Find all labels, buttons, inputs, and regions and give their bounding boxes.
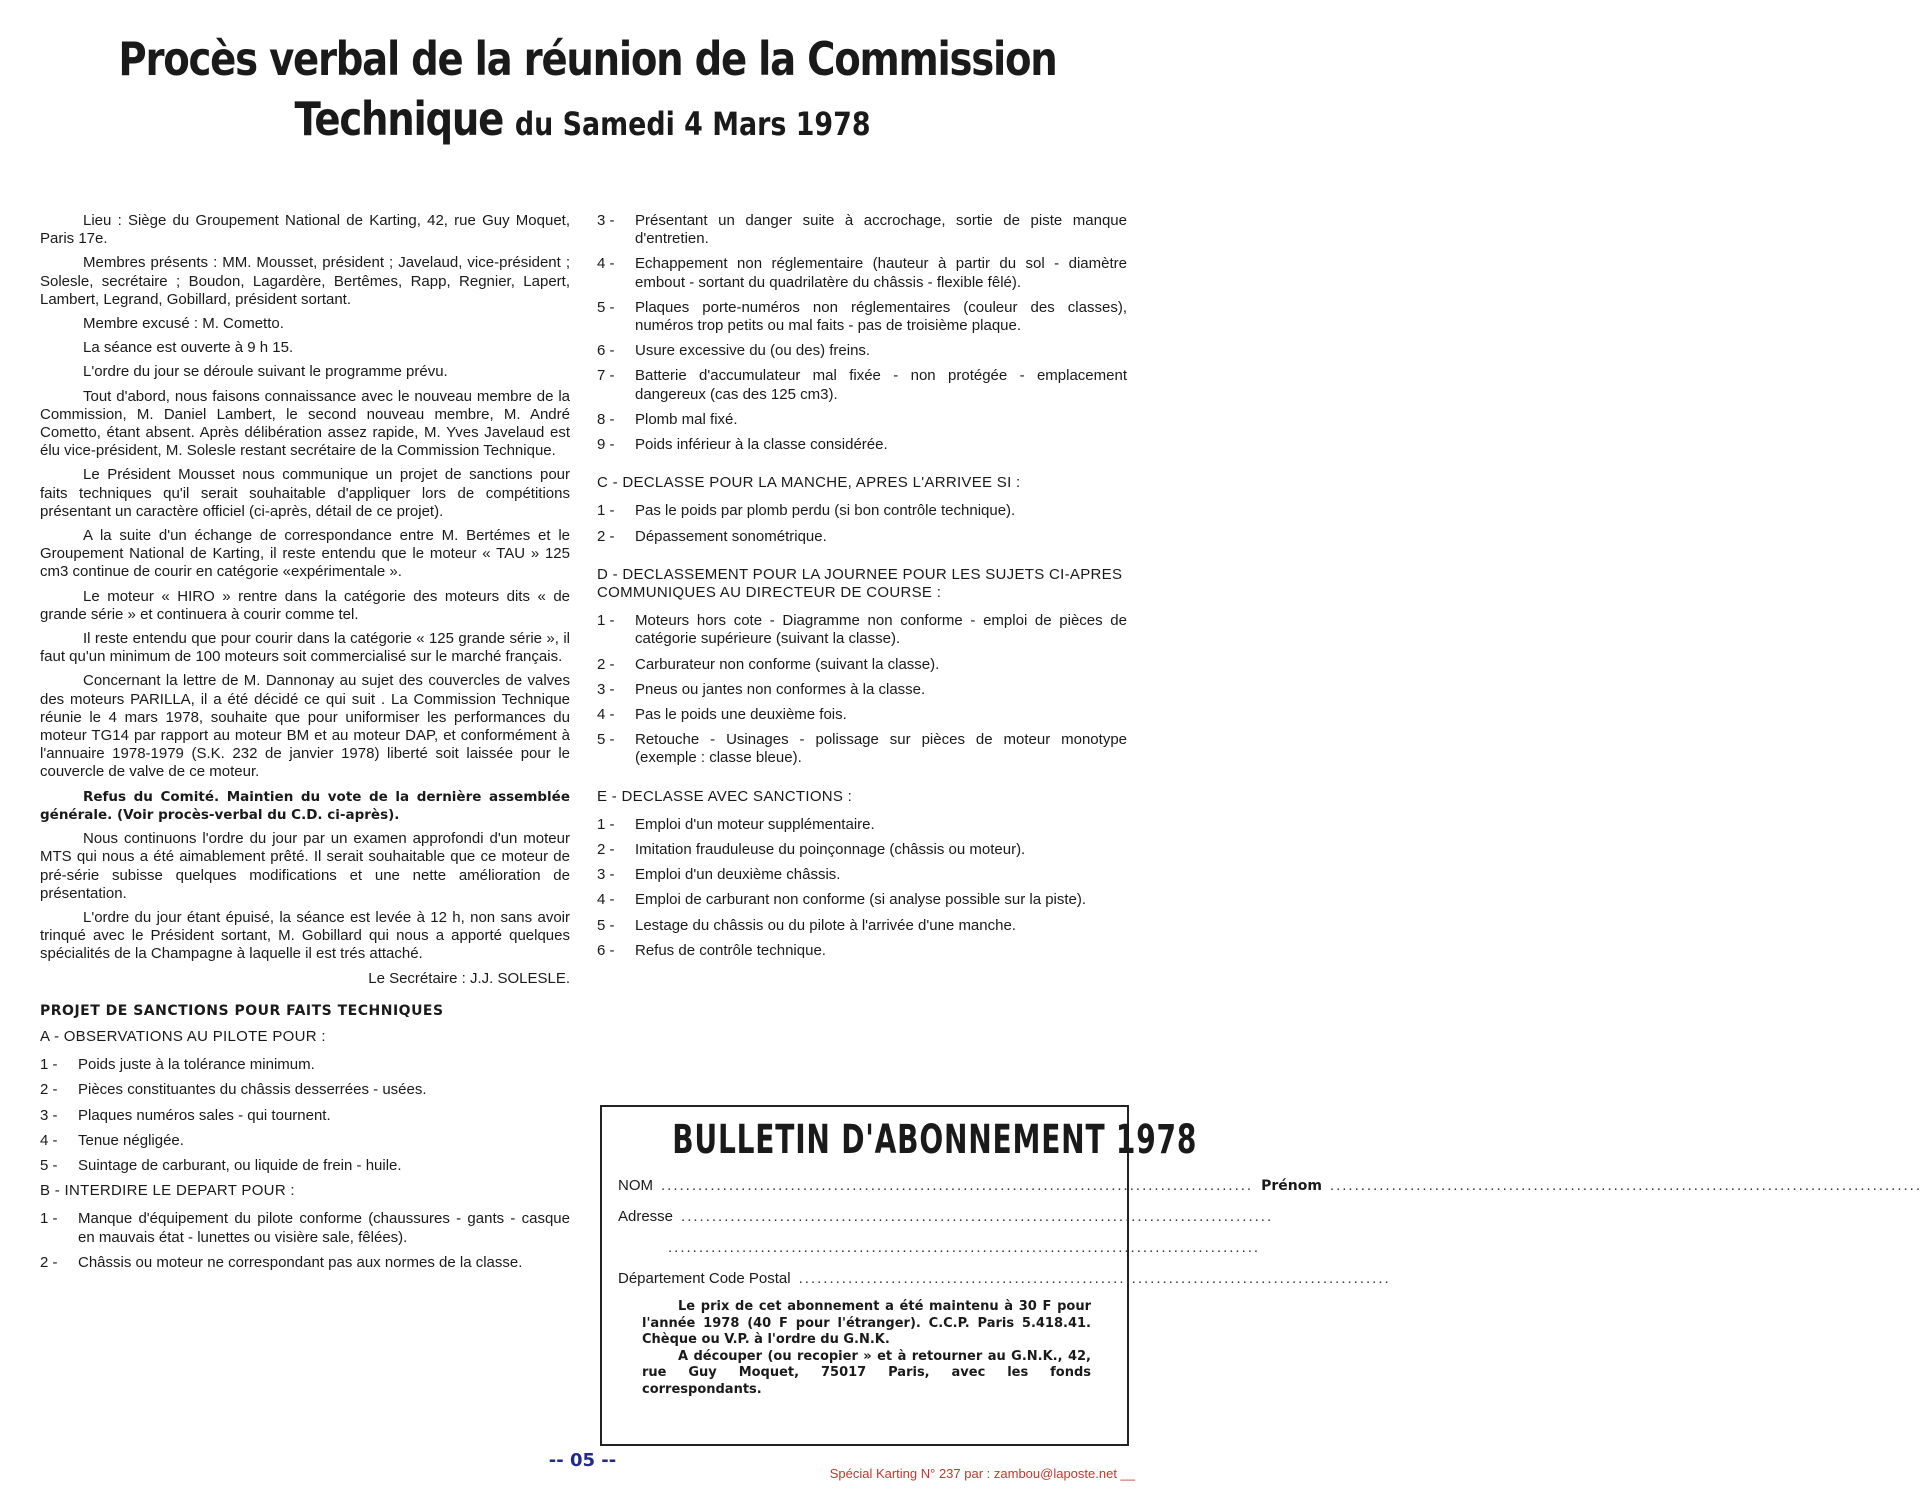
section-b-heading: B - INTERDIRE LE DEPART POUR : [40,1182,295,1200]
right-column [597,212,1127,967]
footer-credit: Spécial Karting N° 237 par : zambou@laposte.net __ [829,1466,1135,1481]
left-column [40,212,570,1279]
list-item: 2 - Imitation frauduleuse du poinçonnage (châssis ou moteur). [597,841,1026,859]
title-line-1: Procès verbal de la réunion de la Commission [118,32,1057,86]
list-item: 1 - Poids juste à la tolérance minimum. [40,1056,315,1074]
adresse-label: Adresse [618,1208,674,1225]
list-item: 2 - Pièces constituantes du châssis desserrées - usées. [40,1081,427,1099]
list-item: 5 - Retouche - Usinages - polissage sur pièces de moteur monotype (exemple : classe bleue). [597,731,1127,767]
title-line-2 [118,90,1046,159]
section-a-heading: A - OBSERVATIONS AU PILOTE POUR : [40,1027,326,1045]
list-item: 1 - Pas le poids par plomb perdu (si bon contrôle technique). [597,502,1016,520]
page-title [30,30,1135,159]
paragraph-mts: Nous continuons l'ordre du jour par un examen approfondi d'un moteur MTS qui nous a été aimablement prêté. Il serait souhaitable que ce moteur de pré-série subisse quelques modifications et une nette amélioration de présentation. [40,830,570,902]
price-text: Le prix de cet abonnement a été maintenu à 30 F pour l'année 1978 (40 F pour l'étranger). C.C.P. Paris 5.418.41. Chèque ou V.P. à l'ordre du G.N.K. [642,1299,1091,1347]
section-b-list-right [597,212,1127,454]
list-item: 4 - Emploi de carburant non conforme (si analyse possible sur la piste). [597,891,1087,909]
list-item: 2 - Carburateur non conforme (suivant la classe). [597,655,940,673]
adresse-row [618,1208,1274,1225]
list-item: 5 - Plaques porte-numéros non réglementaires (couleur des classes), numéros trop petits ou mal faits - pas de troisième plaque. [597,298,1127,335]
departement-row [618,1270,1391,1287]
list-item: 4 - Echappement non réglementaire (hauteur à partir du sol - diamètre embout - sortant du quadrilatère du châssis - flexible fêlé). [597,255,1127,291]
list-item: 5 - Suintage de carburant, ou liquide de frein - huile. [40,1156,402,1174]
list-item: 1 - Moteurs hors cote - Diagramme non conforme - emploi de pièces de catégorie supérieure (suivant la classe). [597,612,1127,648]
paragraph-ouverture: La séance est ouverte à 9 h 15. [83,339,294,357]
section-d-list [597,612,1127,767]
page-number: -- 05 -- [548,1450,617,1471]
adresse-row-2 [618,1239,1261,1256]
subscription-form [600,1105,1922,1446]
prenom-field[interactable]: ................................................................................................ [1329,1177,1922,1194]
bulletin-title: BULLETIN D'ABONNEMENT 1978 [672,1117,1198,1163]
paragraph-parilla: Concernant la lettre de M. Dannonay au sujet des couvercles de valves des moteurs PARILLA, il a été décidé ce qui suit . La Commission Technique réunie le 4 mars 1978, souhaite que pour uniformiser les performances du moteur TG14 par rapport au moteur BM et au moteur DAP, et conformément à l'annuaire 1978-1979 (S.K. 232 de janvier 1978) liberté soit laissée pour le couvercle de valve de ce moteur. [40,672,570,781]
list-item: 7 - Batterie d'accumulateur mal fixée - non protégée - emplacement dangereux (cas des 125 cm3). [597,367,1127,403]
paragraph-refus: Refus du Comité. Maintien du vote de la dernière assemblée générale. (Voir procès-verbal du C.D. ci-après). [40,788,570,823]
section-c-heading: C - DECLASSE POUR LA MANCHE, APRES L'ARRIVEE SI : [597,474,1021,492]
section-a-list [40,1056,570,1175]
list-item: 1 - Manque d'équipement du pilote conforme (chaussures - gants - casque en mauvais état - lunettes ou visière sale, fêlées). [40,1210,570,1246]
bulletin-instructions [618,1299,1111,1398]
list-item: 3 - Emploi d'un deuxième châssis. [597,866,841,884]
nom-field[interactable]: ................................................................................................ [661,1177,1254,1194]
list-item: 6 - Refus de contrôle technique. [597,941,826,959]
signature: Le Secrétaire : J.J. SOLESLE. [368,969,570,987]
nom-label: NOM [618,1177,653,1194]
paragraph-lambert: Tout d'abord, nous faisons connaissance avec le nouveau membre de la Commission, M. Daniel Lambert, le second nouveau membre, M. André Cometto, étant absent. Après délibération assez rapide, M. Yves Javelaud est élu vice-président, M. Solesle restant secrétaire de la Commission Technique. [40,387,570,460]
list-item: 3 - Pneus ou jantes non conformes à la classe. [597,680,926,698]
list-item: 5 - Lestage du châssis ou du pilote à l'arrivée d'une manche. [597,916,1016,934]
adresse-field[interactable]: ................................................................................................ [681,1208,1274,1225]
paragraph-hiro: Le moteur « HIRO » rentre dans la catégorie des moteurs dits « de grande série » et continuera à courir comme tel. [40,587,570,623]
list-item: 1 - Emploi d'un moteur supplémentaire. [597,815,875,833]
title-date: du Samedi 4 Mars 1978 [514,105,871,143]
cut-text: A découper (ou recopier » et à retourner au G.N.K., 42, rue Guy Moquet, 75017 Paris, avec les fonds correspondants. [642,1348,1091,1397]
adresse-field-2[interactable]: ................................................................................................ [668,1239,1261,1256]
section-b-list-left [40,1210,570,1272]
paragraph-grande-serie: Il reste entendu que pour courir dans la catégorie « 125 grande série », il faut qu'un minimum de 100 moteurs soit commercialisé sur le marché français. [40,630,570,666]
paragraph-lieu: Lieu : Siège du Groupement National de Karting, 42, rue Guy Moquet, Paris 17e. [40,212,570,248]
list-item: 9 - Poids inférieur à la classe considérée. [597,436,888,454]
list-item: 3 - Plaques numéros sales - qui tournent. [40,1106,331,1124]
section-c-list [597,502,1127,545]
nom-row [618,1177,1922,1194]
section-e-heading: E - DECLASSE AVEC SANCTIONS : [597,787,853,805]
paragraph-cloture: L'ordre du jour étant épuisé, la séance est levée à 12 h, non sans avoir trinqué avec le Président sortant, M. Gobillard qui nous a apporté quelques spécialités de la Champagne à laquelle il est trés attaché. [40,908,570,963]
paragraph-tau: A la suite d'un échange de correspondance entre M. Bertémes et le Groupement National de Karting, il reste entendu que le moteur « TAU » 125 cm3 continue de courir en catégorie «expérimentale ». [40,527,570,581]
title-technique: Technique [294,92,504,146]
prenom-label: Prénom [1261,1178,1322,1194]
departement-label: Département Code Postal [618,1270,791,1287]
paragraph-projet: Le Président Mousset nous communique un projet de sanctions pour faits techniques qu'il serait souhaitable d'appliquer lors de compétitions présentant un caractère officiel (ci-après, détail de ce projet). [40,466,570,520]
section-d-heading: D - DECLASSEMENT POUR LA JOURNEE POUR LES SUJETS CI-APRES COMMUNIQUES AU DIRECTEUR DE COURSE : [597,565,1123,602]
list-item: 4 - Pas le poids une deuxième fois. [597,706,847,724]
paragraph-ordre: L'ordre du jour se déroule suivant le programme prévu. [83,363,448,381]
section-e-list [597,816,1127,960]
projet-title: PROJET DE SANCTIONS POUR FAITS TECHNIQUES [40,1002,444,1019]
list-item: 2 - Châssis ou moteur ne correspondant pas aux normes de la classe. [40,1253,523,1271]
list-item: 3 - Présentant un danger suite à accrochage, sortie de piste manque d'entretien. [597,212,1127,248]
list-item: 8 - Plomb mal fixé. [597,410,738,428]
paragraph-excuse: Membre excusé : M. Cometto. [83,315,284,333]
paragraph-membres: Membres présents : MM. Mousset, président ; Javelaud, vice-président ; Solesle, secrétaire ; Boudon, Lagardère, Bertêmes, Rapp, Regnier, Lapert, Lambert, Legrand, Gobillard, président sortant. [40,254,570,308]
list-item: 6 - Usure excessive du (ou des) freins. [597,342,871,360]
minutes-body [40,212,570,988]
list-item: 4 - Tenue négligée. [40,1131,184,1149]
list-item: 2 - Dépassement sonométrique. [597,527,827,545]
departement-field[interactable]: ................................................................................................ [798,1270,1391,1287]
